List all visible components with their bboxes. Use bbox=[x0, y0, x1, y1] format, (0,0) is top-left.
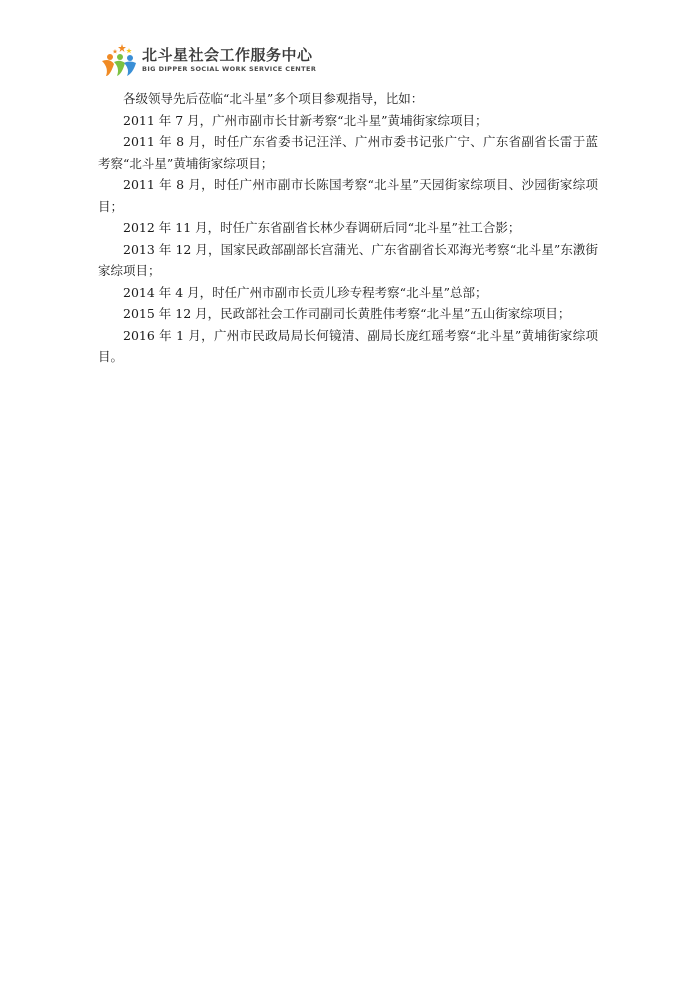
organization-name-cn: 北斗星社会工作服务中心 bbox=[142, 46, 313, 64]
paragraph: 2015 年 12 月，民政部社会工作司副司长黄胜伟考察“北斗星”五山街家综项目； bbox=[123, 306, 571, 321]
big-dipper-logo-icon bbox=[100, 42, 138, 78]
paragraph: 2011 年 8 月，时任广东省委书记汪洋、广州市委书记张广宁、广东省副省长雷于蓝考察“北斗星”黄埔街家综项目； bbox=[98, 134, 598, 171]
paragraph: 2011 年 8 月，时任广州市副市长陈国考察“北斗星”天园街家综项目、沙园街家综项目； bbox=[98, 177, 598, 214]
paragraph: 2011 年 7 月，广州市副市长甘新考察“北斗星”黄埔街家综项目； bbox=[123, 112, 488, 128]
paragraph: 2012 年 11 月，时任广东省副省长林少春调研后同“北斗星”社工合影； bbox=[123, 220, 521, 235]
paragraph: 各级领导先后莅临“北斗星”多个项目参观指导，比如： bbox=[123, 91, 424, 106]
paragraph: 2013 年 12 月，国家民政部副部长宫蒲光、广东省副省长邓海光考察“北斗星”东漖街家综项目； bbox=[98, 241, 598, 278]
paragraph: 2016 年 1 月，广州市民政局局长何镜清、副局长庞红瑶考察“北斗星”黄埔街家综项目。 bbox=[98, 327, 598, 364]
organization-name-en: BIG DIPPER SOCIAL WORK SERVICE CENTER bbox=[142, 65, 317, 73]
letterhead bbox=[100, 40, 316, 80]
paragraph: 2014 年 4 月，时任广州市副市长贡儿珍专程考察“北斗星”总部； bbox=[123, 284, 488, 300]
document-body bbox=[98, 88, 598, 368]
